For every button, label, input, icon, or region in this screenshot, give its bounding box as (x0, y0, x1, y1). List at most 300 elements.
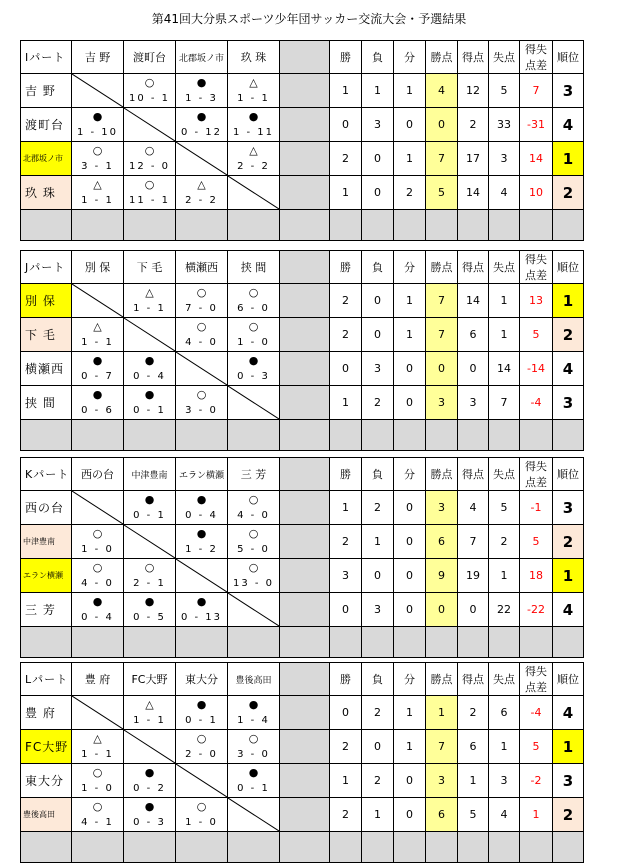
result-mark: ● (92, 354, 103, 367)
table-row (21, 318, 584, 352)
draws-value: 1 (394, 696, 426, 730)
match-result-cell (176, 176, 228, 210)
blank-cell (72, 627, 124, 658)
rank-value: 2 (553, 176, 584, 210)
match-score: 5 - 0 (237, 544, 270, 555)
result-mark: ○ (196, 800, 207, 813)
match-result-cell (124, 491, 176, 525)
result-mark: ○ (196, 388, 207, 401)
goals-against-value: 6 (489, 696, 520, 730)
blank-cell (394, 210, 426, 241)
match-score: 4 - 0 (185, 337, 218, 348)
goals-for-value: 3 (458, 386, 489, 420)
group-label: Lパート (21, 663, 72, 696)
header-goals-against: 失点 (489, 458, 520, 491)
match-score: 0 - 3 (133, 817, 166, 828)
row-spacer (280, 559, 330, 593)
row-spacer (280, 318, 330, 352)
header-goal-diff: 得失点差 (520, 251, 553, 284)
header-team-name: 豊後高田 (228, 663, 280, 696)
wins-value: 0 (330, 108, 362, 142)
match-score: 1 - 0 (81, 544, 114, 555)
match-score: 0 - 4 (81, 612, 114, 623)
result-mark: △ (93, 732, 102, 745)
result-mark: ● (196, 76, 207, 89)
match-result-cell (72, 318, 124, 352)
match-score: 4 - 0 (81, 578, 114, 589)
result-mark: ○ (196, 320, 207, 333)
wins-value: 3 (330, 559, 362, 593)
rank-value: 1 (553, 142, 584, 176)
rank-value: 1 (553, 559, 584, 593)
blank-cell (330, 627, 362, 658)
result-mark: ○ (144, 76, 155, 89)
match-score: 1 - 1 (81, 749, 114, 760)
diagonal-cell (228, 593, 280, 627)
match-result-cell (124, 142, 176, 176)
points-value: 7 (426, 142, 458, 176)
goals-for-value: 4 (458, 491, 489, 525)
header-team-name: 北郡坂ノ市 (176, 41, 228, 74)
match-result-cell (228, 764, 280, 798)
goals-for-value: 12 (458, 74, 489, 108)
goal-diff-value: -31 (520, 108, 553, 142)
losses-value: 1 (362, 74, 394, 108)
match-result-cell (228, 525, 280, 559)
header-team-name: 渡町台 (124, 41, 176, 74)
wins-value: 1 (330, 74, 362, 108)
match-score: 1 - 10 (76, 127, 119, 138)
match-result-cell (72, 764, 124, 798)
header-team-name: 別 保 (72, 251, 124, 284)
goal-diff-value: -1 (520, 491, 553, 525)
result-mark: ● (196, 110, 207, 123)
header-loss: 負 (362, 41, 394, 74)
result-mark: ● (144, 493, 155, 506)
match-score: 0 - 4 (185, 510, 218, 521)
row-spacer (280, 764, 330, 798)
diagonal-cell (124, 318, 176, 352)
table-row (21, 284, 584, 318)
rank-value: 3 (553, 491, 584, 525)
goals-for-value: 6 (458, 318, 489, 352)
blank-cell (330, 832, 362, 863)
blank-cell (458, 627, 489, 658)
blank-cell (553, 420, 584, 451)
table-row (21, 730, 584, 764)
blank-cell (124, 832, 176, 863)
header-rank: 順位 (553, 663, 584, 696)
match-score: 1 - 2 (185, 544, 218, 555)
rank-value: 1 (553, 284, 584, 318)
wins-value: 0 (330, 593, 362, 627)
standings-table (20, 40, 584, 241)
match-score: 1 - 0 (185, 817, 218, 828)
match-result-cell (176, 696, 228, 730)
match-result-cell (72, 593, 124, 627)
header-team-name: 中津豊南 (124, 458, 176, 491)
losses-value: 2 (362, 491, 394, 525)
result-mark: ○ (248, 493, 259, 506)
result-mark: ● (92, 110, 103, 123)
team-name: 玖 珠 (21, 176, 72, 210)
team-name: 東大分 (21, 764, 72, 798)
table-header-row (21, 663, 584, 696)
header-team-name: エラン横瀬 (176, 458, 228, 491)
header-draw: 分 (394, 663, 426, 696)
result-mark: ○ (92, 561, 103, 574)
match-result-cell (228, 352, 280, 386)
match-score: 2 - 2 (237, 161, 270, 172)
match-score: 12 - 0 (128, 161, 171, 172)
result-mark: ○ (248, 286, 259, 299)
result-mark: ○ (92, 144, 103, 157)
rank-value: 2 (553, 318, 584, 352)
match-result-cell (124, 559, 176, 593)
points-value: 7 (426, 284, 458, 318)
blank-cell (520, 832, 553, 863)
row-spacer (280, 142, 330, 176)
match-result-cell (72, 352, 124, 386)
rank-value: 4 (553, 352, 584, 386)
blank-cell (228, 832, 280, 863)
diagonal-cell (72, 74, 124, 108)
match-result-cell (72, 730, 124, 764)
header-win: 勝 (330, 41, 362, 74)
group-table-3 (20, 662, 584, 863)
match-result-cell (176, 798, 228, 832)
draws-value: 0 (394, 593, 426, 627)
row-spacer (280, 176, 330, 210)
blank-cell (489, 210, 520, 241)
goals-for-value: 0 (458, 593, 489, 627)
match-score: 2 - 1 (133, 578, 166, 589)
blank-cell (280, 627, 330, 658)
blank-cell (280, 210, 330, 241)
wins-value: 1 (330, 176, 362, 210)
match-result-cell (72, 176, 124, 210)
header-loss: 負 (362, 458, 394, 491)
blank-cell (458, 210, 489, 241)
rank-value: 3 (553, 764, 584, 798)
goals-for-value: 7 (458, 525, 489, 559)
blank-cell (124, 420, 176, 451)
header-goal-diff: 得失点差 (520, 458, 553, 491)
blank-cell (72, 420, 124, 451)
table-row (21, 142, 584, 176)
losses-value: 3 (362, 108, 394, 142)
diagonal-cell (124, 108, 176, 142)
rank-value: 3 (553, 74, 584, 108)
match-result-cell (124, 696, 176, 730)
result-mark: ○ (144, 144, 155, 157)
blank-cell (426, 832, 458, 863)
draws-value: 0 (394, 525, 426, 559)
match-score: 1 - 4 (237, 715, 270, 726)
match-score: 4 - 1 (81, 817, 114, 828)
match-score: 13 - 0 (232, 578, 275, 589)
result-mark: △ (145, 698, 154, 711)
losses-value: 1 (362, 798, 394, 832)
result-mark: ● (144, 595, 155, 608)
header-points: 勝点 (426, 663, 458, 696)
standings-table (20, 457, 584, 658)
draws-value: 0 (394, 491, 426, 525)
goal-diff-value: 5 (520, 318, 553, 352)
goal-diff-value: 5 (520, 730, 553, 764)
blank-cell (21, 627, 72, 658)
match-score: 1 - 0 (237, 337, 270, 348)
diagonal-cell (176, 559, 228, 593)
goal-diff-value: -2 (520, 764, 553, 798)
blank-cell (228, 210, 280, 241)
header-points: 勝点 (426, 41, 458, 74)
header-team-name: 三 芳 (228, 458, 280, 491)
blank-cell (124, 210, 176, 241)
wins-value: 2 (330, 318, 362, 352)
match-result-cell (72, 798, 124, 832)
match-result-cell (176, 593, 228, 627)
result-mark: ● (248, 698, 259, 711)
wins-value: 0 (330, 696, 362, 730)
goals-against-value: 33 (489, 108, 520, 142)
losses-value: 3 (362, 352, 394, 386)
header-spacer (280, 663, 330, 696)
row-spacer (280, 491, 330, 525)
result-mark: ● (92, 595, 103, 608)
header-loss: 負 (362, 251, 394, 284)
losses-value: 0 (362, 559, 394, 593)
row-spacer (280, 352, 330, 386)
wins-value: 1 (330, 386, 362, 420)
header-rank: 順位 (553, 251, 584, 284)
table-header-row (21, 41, 584, 74)
blank-cell (426, 210, 458, 241)
match-score: 3 - 0 (237, 749, 270, 760)
wins-value: 0 (330, 352, 362, 386)
match-result-cell (176, 74, 228, 108)
table-row (21, 593, 584, 627)
match-result-cell (228, 74, 280, 108)
blank-cell (489, 420, 520, 451)
diagonal-cell (176, 764, 228, 798)
points-value: 7 (426, 730, 458, 764)
wins-value: 2 (330, 142, 362, 176)
losses-value: 0 (362, 318, 394, 352)
result-mark: ● (92, 388, 103, 401)
header-team-name: 横瀬西 (176, 251, 228, 284)
header-goals-against: 失点 (489, 41, 520, 74)
match-result-cell (72, 142, 124, 176)
wins-value: 2 (330, 525, 362, 559)
goals-for-value: 5 (458, 798, 489, 832)
match-result-cell (72, 108, 124, 142)
diagonal-cell (176, 352, 228, 386)
goal-diff-value: -4 (520, 386, 553, 420)
losses-value: 0 (362, 730, 394, 764)
points-value: 6 (426, 525, 458, 559)
points-value: 5 (426, 176, 458, 210)
goals-against-value: 14 (489, 352, 520, 386)
blank-cell (553, 832, 584, 863)
header-draw: 分 (394, 458, 426, 491)
blank-cell (21, 420, 72, 451)
points-value: 3 (426, 386, 458, 420)
draws-value: 1 (394, 318, 426, 352)
blank-cell (394, 420, 426, 451)
goal-diff-value: 1 (520, 798, 553, 832)
result-mark: △ (93, 320, 102, 333)
table-row (21, 108, 584, 142)
goals-against-value: 2 (489, 525, 520, 559)
losses-value: 0 (362, 284, 394, 318)
draws-value: 0 (394, 108, 426, 142)
match-score: 11 - 1 (128, 195, 171, 206)
result-mark: ● (144, 766, 155, 779)
result-mark: ○ (248, 320, 259, 333)
header-team-name: 東大分 (176, 663, 228, 696)
match-score: 4 - 0 (237, 510, 270, 521)
rank-value: 2 (553, 798, 584, 832)
rank-value: 4 (553, 593, 584, 627)
result-mark: △ (145, 286, 154, 299)
header-goals-against: 失点 (489, 251, 520, 284)
match-score: 1 - 0 (81, 783, 114, 794)
result-mark: ● (248, 354, 259, 367)
points-value: 3 (426, 491, 458, 525)
header-draw: 分 (394, 251, 426, 284)
match-result-cell (72, 525, 124, 559)
row-spacer (280, 108, 330, 142)
goal-diff-value: 7 (520, 74, 553, 108)
rank-value: 2 (553, 525, 584, 559)
match-score: 0 - 13 (180, 612, 223, 623)
header-goals-for: 得点 (458, 663, 489, 696)
header-draw: 分 (394, 41, 426, 74)
group-table-0 (20, 40, 584, 241)
rank-value: 4 (553, 108, 584, 142)
goals-against-value: 3 (489, 142, 520, 176)
team-name: 渡町台 (21, 108, 72, 142)
draws-value: 0 (394, 559, 426, 593)
blank-row (21, 210, 584, 241)
goals-against-value: 1 (489, 318, 520, 352)
match-score: 1 - 1 (81, 195, 114, 206)
header-team-name: FC大野 (124, 663, 176, 696)
rank-value: 4 (553, 696, 584, 730)
match-score: 0 - 1 (133, 510, 166, 521)
blank-cell (394, 627, 426, 658)
header-goals-against: 失点 (489, 663, 520, 696)
points-value: 7 (426, 318, 458, 352)
header-goal-diff: 得失点差 (520, 663, 553, 696)
table-row (21, 176, 584, 210)
goals-for-value: 14 (458, 284, 489, 318)
header-spacer (280, 458, 330, 491)
header-team-name: 吉 野 (72, 41, 124, 74)
goals-for-value: 14 (458, 176, 489, 210)
goal-diff-value: 13 (520, 284, 553, 318)
standings-table (20, 662, 584, 863)
blank-cell (489, 627, 520, 658)
wins-value: 2 (330, 284, 362, 318)
header-rank: 順位 (553, 458, 584, 491)
result-mark: ○ (92, 800, 103, 813)
match-result-cell (124, 798, 176, 832)
match-score: 1 - 1 (81, 337, 114, 348)
team-name: エラン横瀬 (21, 559, 72, 593)
blank-cell (520, 420, 553, 451)
result-mark: △ (93, 178, 102, 191)
team-name: 下 毛 (21, 318, 72, 352)
match-result-cell (228, 142, 280, 176)
diagonal-cell (176, 142, 228, 176)
header-team-name: 豊 府 (72, 663, 124, 696)
draws-value: 0 (394, 386, 426, 420)
match-result-cell (228, 284, 280, 318)
result-mark: ● (196, 527, 207, 540)
goals-against-value: 7 (489, 386, 520, 420)
table-header-row (21, 251, 584, 284)
row-spacer (280, 798, 330, 832)
diagonal-cell (72, 284, 124, 318)
points-value: 4 (426, 74, 458, 108)
result-mark: ○ (92, 527, 103, 540)
row-spacer (280, 593, 330, 627)
team-name: 三 芳 (21, 593, 72, 627)
match-result-cell (228, 730, 280, 764)
goals-against-value: 4 (489, 176, 520, 210)
match-result-cell (228, 696, 280, 730)
match-result-cell (176, 318, 228, 352)
diagonal-cell (124, 730, 176, 764)
header-points: 勝点 (426, 251, 458, 284)
match-score: 0 - 2 (133, 783, 166, 794)
match-result-cell (124, 764, 176, 798)
match-score: 3 - 1 (81, 161, 114, 172)
match-score: 0 - 1 (237, 783, 270, 794)
blank-cell (124, 627, 176, 658)
result-mark: ● (144, 354, 155, 367)
blank-cell (458, 420, 489, 451)
group-table-1 (20, 250, 584, 451)
header-goal-diff: 得失点差 (520, 41, 553, 74)
points-value: 0 (426, 108, 458, 142)
match-result-cell (228, 318, 280, 352)
blank-cell (553, 627, 584, 658)
result-mark: ○ (248, 527, 259, 540)
header-rank: 順位 (553, 41, 584, 74)
team-name: 北郡坂ノ市 (21, 142, 72, 176)
group-table-2 (20, 457, 584, 658)
header-win: 勝 (330, 458, 362, 491)
blank-cell (520, 627, 553, 658)
team-name: 中津豊南 (21, 525, 72, 559)
points-value: 0 (426, 593, 458, 627)
blank-cell (176, 832, 228, 863)
result-mark: △ (249, 144, 258, 157)
goals-against-value: 1 (489, 284, 520, 318)
match-result-cell (176, 491, 228, 525)
blank-cell (228, 627, 280, 658)
blank-cell (553, 210, 584, 241)
diagonal-cell (228, 176, 280, 210)
goal-diff-value: 5 (520, 525, 553, 559)
table-row (21, 696, 584, 730)
table-row (21, 491, 584, 525)
blank-cell (362, 210, 394, 241)
goals-against-value: 5 (489, 491, 520, 525)
